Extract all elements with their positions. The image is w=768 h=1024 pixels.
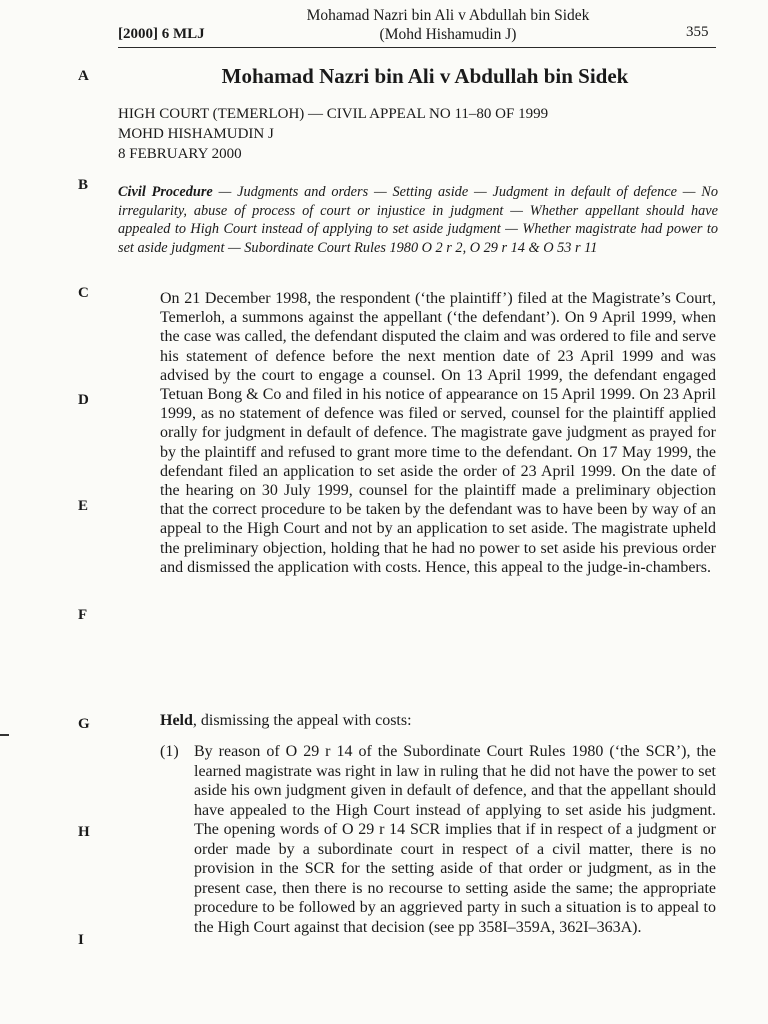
scan-edge-mark xyxy=(0,734,9,736)
court-line: HIGH COURT (TEMERLOH) — CIVIL APPEAL NO 11–80 OF 1999 xyxy=(118,106,549,122)
held-item-text: By reason of O 29 r 14 of the Subordinate Court Rules 1980 (‘the SCR’), the learned magistrate was right in law in ruling that he did not have the power to set aside his own judgment given in default of defence, and that the appellant should have appealed to the High Court instead of applying to set aside his judgment. The opening words of O 29 r 14 SCR implies that if in respect of a judgment or order made by a subordinate court in respect of a civil matter, there is no provision in the SCR for the setting aside of that order or judgment, as in the present case, then there is no recourse to setting aside the same; the appropriate procedure to be followed by an aggrieved party in such a situation is to appeal to the High Court against that decision (see pp 358I–359A, 362I–363A). xyxy=(194,743,716,936)
case-title: Mohamad Nazri bin Ali v Abdullah bin Sidek xyxy=(221,64,629,88)
held-text: , dismissing the appeal with costs: xyxy=(192,712,412,729)
margin-letter-d: D xyxy=(78,392,89,408)
held-label: Held xyxy=(160,712,193,729)
catchwords xyxy=(118,183,718,257)
margin-letter-e: E xyxy=(78,498,89,514)
margin-letter-c: C xyxy=(78,285,89,301)
margin-letter-g: G xyxy=(78,716,90,732)
catchwords-text: — Judgments and orders — Setting aside — Judgment in default of defence — No irregularity, abuse of process of court or injustice in judgment — Whether appellant should have appealed to High Court instead of applying to set aside judgment — Whether magistrate had power to set aside judgment — Subordinate Court Rules 1980 O 2 r 2, O 29 r 14 & O 53 r 11 xyxy=(118,184,718,256)
running-header-judge: (Mohd Hishamudin J) xyxy=(379,26,517,43)
held-heading xyxy=(160,712,412,730)
header-rule xyxy=(118,47,716,48)
margin-letter-i: I xyxy=(78,932,84,948)
catchwords-subject: Civil Procedure xyxy=(118,184,213,200)
margin-letter-h: H xyxy=(78,824,90,840)
date-line: 8 FEBRUARY 2000 xyxy=(118,146,242,162)
case-meta xyxy=(118,104,548,164)
citation: [2000] 6 MLJ xyxy=(118,26,205,42)
page-number: 355 xyxy=(686,24,709,40)
margin-letter-a: A xyxy=(78,68,89,84)
margin-letter-b: B xyxy=(78,177,89,193)
margin-letter-f: F xyxy=(78,607,88,623)
held-item-number: (1) xyxy=(160,743,179,760)
case-summary: On 21 December 1998, the respondent (‘the plaintiff’) filed at the Magistrate’s Court, Temerloh, a summons against the appellant (‘the defendant’). On 9 April 1999, when the case was called, the defendant disputed the claim and was ordered to file and serve his statement of defence before the next mention date of 23 April 1999 and was advised by the court to engage a counsel. On 13 April 1999, the defendant engaged Tetuan Bong & Co and filed in his notice of appearance on 15 April 1999. On 23 April 1999, as no statement of defence was filed or served, counsel for the plaintiff applied orally for judgment in default of defence. The magistrate gave judgment as prayed for by the plaintiff and refused to grant more time to the defendant. On 17 May 1999, the defendant filed an application to set aside the order of 23 April 1999. On the date of the hearing on 30 July 1999, counsel for the plaintiff made a preliminary objection that the correct procedure to be taken by the defendant was to have been by way of an appeal to the High Court and not by an application to set aside. The magistrate upheld the preliminary objection, holding that he had no power to set aside his previous order and dismissed the application with costs. Hence, this appeal to the judge-in-chambers. xyxy=(160,290,716,576)
judge-line: MOHD HISHAMUDIN J xyxy=(118,126,274,142)
running-header xyxy=(250,6,646,44)
running-header-case: Mohamad Nazri bin Ali v Abdullah bin Sidek xyxy=(306,7,590,24)
